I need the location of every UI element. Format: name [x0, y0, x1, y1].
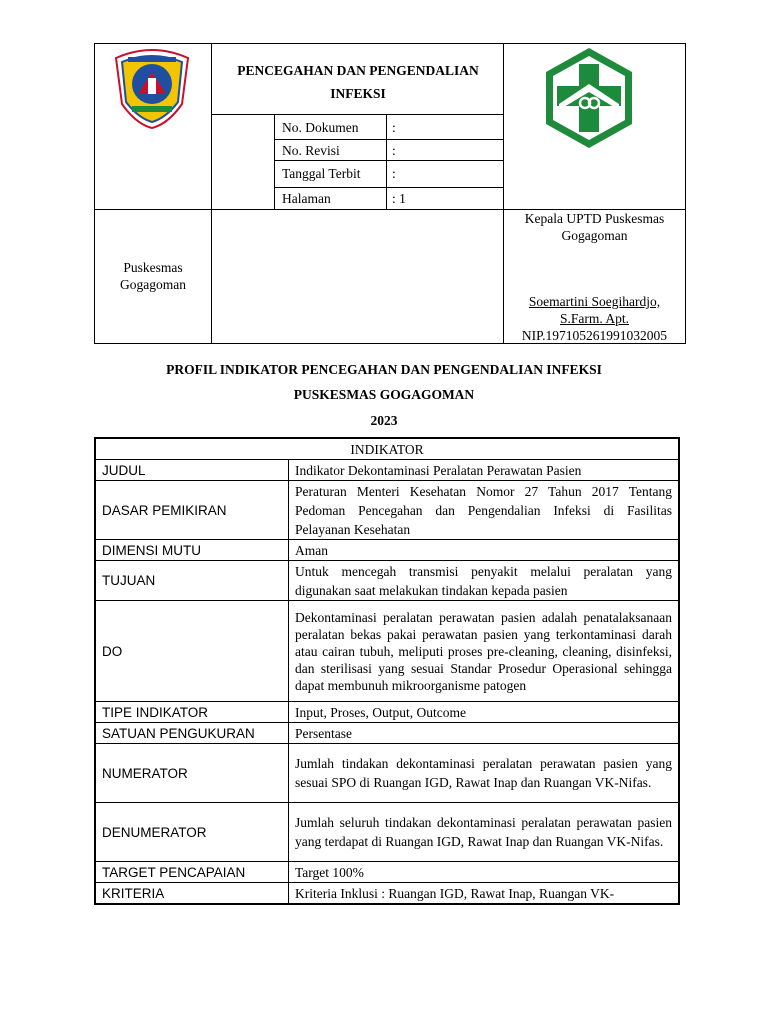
table-row [95, 723, 679, 744]
row-label: DO [95, 601, 289, 702]
doc-title-line2: PUSKESMAS GOGAGOMAN [293, 387, 475, 402]
row-value: Input, Proses, Output, Outcome [289, 702, 680, 723]
row-label: TUJUAN [95, 561, 289, 601]
table-row [95, 803, 679, 862]
row-value: Target 100% [289, 862, 680, 883]
table-row [95, 460, 679, 481]
puskesmas-logo [543, 46, 635, 150]
doc-field-value: : [392, 143, 396, 158]
table-row [95, 862, 679, 883]
table-heading: INDIKATOR [95, 438, 679, 460]
doc-title-line1: PROFIL INDIKATOR PENCEGAHAN DAN PENGENDALIAN INFEKSI [166, 362, 602, 377]
doc-field-value: : [392, 166, 396, 181]
doc-title-year: 2023 [370, 413, 398, 428]
table-row [95, 561, 679, 601]
doc-field-value: : [392, 120, 396, 135]
row-label: NUMERATOR [95, 744, 289, 803]
doc-field-label: Tanggal Terbit [282, 166, 361, 181]
row-label: DENUMERATOR [95, 803, 289, 862]
doc-field-value: : 1 [392, 191, 406, 206]
table-row [95, 601, 679, 702]
signer-title: Kepala UPTD Puskesmas [524, 211, 665, 226]
row-value: Peraturan Menteri Kesehatan Nomor 27 Tahun 2017 Tentang Pedoman Pencegahan dan Pengendalian Infeksi di Fasilitas Pelayanan Kesehatan [289, 481, 680, 540]
regional-government-logo [108, 44, 196, 130]
signer-title-line2: Gogagoman [561, 228, 628, 243]
row-label: TARGET PENCAPAIAN [95, 862, 289, 883]
indicator-table [94, 437, 680, 905]
row-value: Kriteria Inklusi : Ruangan IGD, Rawat Inap, Ruangan VK- [289, 883, 680, 905]
doc-field-label: No. Revisi [282, 143, 340, 158]
doc-field-label: No. Dokumen [282, 120, 359, 135]
row-value: Persentase [289, 723, 680, 744]
row-label: DIMENSI MUTU [95, 540, 289, 561]
table-heading-row [95, 438, 679, 460]
row-value: Untuk mencegah transmisi penyakit melalui peralatan yang digunakan saat melakukan tindakan kepada pasien [289, 561, 680, 601]
row-label: JUDUL [95, 460, 289, 481]
row-value: Jumlah seluruh tindakan dekontaminasi peralatan perawatan pasien yang terdapat di Ruangan IGD, Rawat Inap dan Ruangan VK-Nifas. [289, 803, 680, 862]
table-row [95, 702, 679, 723]
row-value: Aman [289, 540, 680, 561]
header-title: PENCEGAHAN DAN PENGENDALIAN INFEKSI [237, 63, 479, 101]
institution-name: Puskesmas [123, 260, 183, 275]
doc-field-label: Halaman [282, 191, 331, 206]
row-value: Indikator Dekontaminasi Peralatan Perawatan Pasien [289, 460, 680, 481]
table-row [95, 883, 679, 905]
row-label: DASAR PEMIKIRAN [95, 481, 289, 540]
table-row [95, 481, 679, 540]
signer-name: Soemartini Soegihardjo, [528, 294, 661, 309]
row-value: Jumlah tindakan dekontaminasi peralatan perawatan pasien yang sesuai SPO di Ruangan IGD, Rawat Inap dan Ruangan VK-Nifas. [289, 744, 680, 803]
signer-credentials: S.Farm. Apt. [559, 311, 629, 326]
row-label: SATUAN PENGUKURAN [95, 723, 289, 744]
row-label: TIPE INDIKATOR [95, 702, 289, 723]
row-label: KRITERIA [95, 883, 289, 905]
institution-name-line2: Gogagoman [120, 277, 186, 292]
table-row [95, 540, 679, 561]
signer-nip: NIP.197105261991032005 [521, 328, 668, 343]
table-row [95, 744, 679, 803]
row-value: Dekontaminasi peralatan perawatan pasien adalah penatalaksanaan peralatan bekas pakai perawatan pasien yang terkontaminasi darah atau cairan tubuh, meliputi proses pre-cleaning, cleaning, disinfeksi, dan sterilisasi yang sesuai Standar Prosedur Operasional sehingga dapat membunuh mikroorganisme patogen [289, 601, 680, 702]
